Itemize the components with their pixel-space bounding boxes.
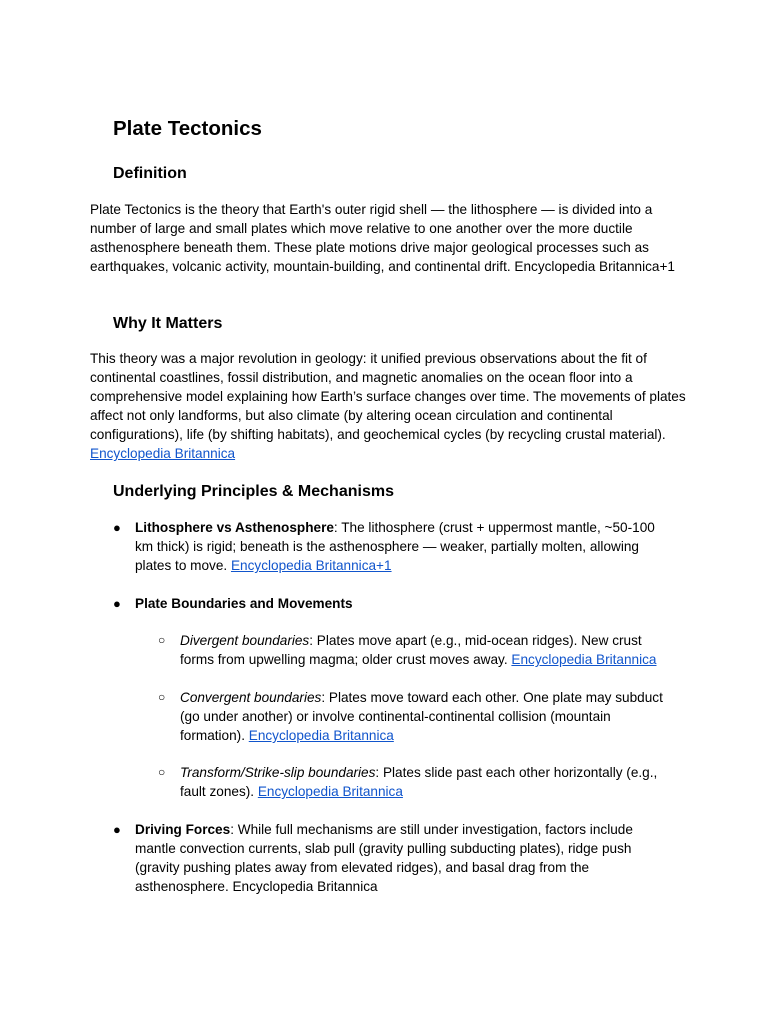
why-source-link[interactable]: Encyclopedia Britannica xyxy=(90,446,236,461)
list-item-body: : While full mechanisms are still under investigation, factors include mantle convection currents, slab pull (gravity pulling subducting plates), ridge push (gravity pushing plates away from elevated ridges), and basal drag from the asthenosphere. Encyclopedia Britannica xyxy=(135,822,633,894)
list-item-text xyxy=(135,518,670,575)
transform-source-link[interactable]: Encyclopedia Britannica xyxy=(257,784,403,799)
convergent-source-link[interactable]: Encyclopedia Britannica xyxy=(248,728,394,743)
sub-item-body: : Plates move toward each other. One plate may subduct (go under another) or involve continental‑continental collision (mountain formation). xyxy=(180,690,663,743)
list-item-text xyxy=(135,820,670,896)
definition-paragraph: Plate Tectonics is the theory that Earth's outer rigid shell — the lithosphere — is divided into a number of large and small plates which move relative to one another over the more ductile asthenosphere beneath them. These plate motions drive major geological processes such as earthquakes, volcanic activity, mountain‑building, and continental drift. Encyclopedia Britannica+1 xyxy=(90,202,675,274)
sub-item-text xyxy=(180,631,675,669)
bullet-icon: ● xyxy=(113,596,121,611)
sub-item-text xyxy=(180,763,675,801)
lithosphere-source-link[interactable]: Encyclopedia Britannica+1 xyxy=(230,558,392,573)
hollow-bullet-icon: ○ xyxy=(158,690,166,704)
document-title: Plate Tectonics xyxy=(113,117,262,140)
list-item-label: Lithosphere vs Asthenosphere xyxy=(135,520,334,535)
sub-item-label: Divergent boundaries xyxy=(180,633,310,648)
sub-item-body: : Plates move apart (e.g., mid‑ocean ridges). New crust forms from upwelling magma; older crust moves away. xyxy=(180,633,642,667)
sub-item-text xyxy=(180,688,675,745)
list-item-label: Plate Boundaries and Movements xyxy=(135,596,353,611)
divergent-source-link[interactable]: Encyclopedia Britannica xyxy=(511,652,657,667)
why-paragraph-text: This theory was a major revolution in geology: it unified previous observations about the fit of continental coastlines, fossil distribution, and magnetic anomalies on the ocean floor into a comprehensive model explaining how Earth’s surface changes over time. The movements of plates affect not only landforms, but also climate (by altering ocean circulation and continental configurations), life (by shifting habitats), and geochemical cycles (by recycling crustal material). xyxy=(90,351,686,442)
hollow-bullet-icon: ○ xyxy=(158,765,166,779)
sub-item-body: : Plates slide past each other horizontally (e.g., fault zones). xyxy=(180,765,658,799)
bullet-icon: ● xyxy=(113,822,121,837)
principles-heading: Underlying Principles & Mechanisms xyxy=(113,483,394,500)
sub-item-label: Convergent boundaries xyxy=(180,690,322,705)
why-heading: Why It Matters xyxy=(113,315,223,332)
why-paragraph xyxy=(90,349,690,463)
sub-item-label: Transform/Strike‑slip boundaries xyxy=(180,765,376,780)
bullet-icon: ● xyxy=(113,520,121,535)
hollow-bullet-icon: ○ xyxy=(158,633,166,647)
list-item-text xyxy=(135,594,670,613)
list-item-label: Driving Forces xyxy=(135,822,231,837)
list-item-body: : The lithosphere (crust + uppermost mantle, ~50‑100 km thick) is rigid; beneath is the asthenosphere — weaker, partially molten, allowing plates to move. xyxy=(135,520,655,573)
definition-heading: Definition xyxy=(113,165,187,182)
